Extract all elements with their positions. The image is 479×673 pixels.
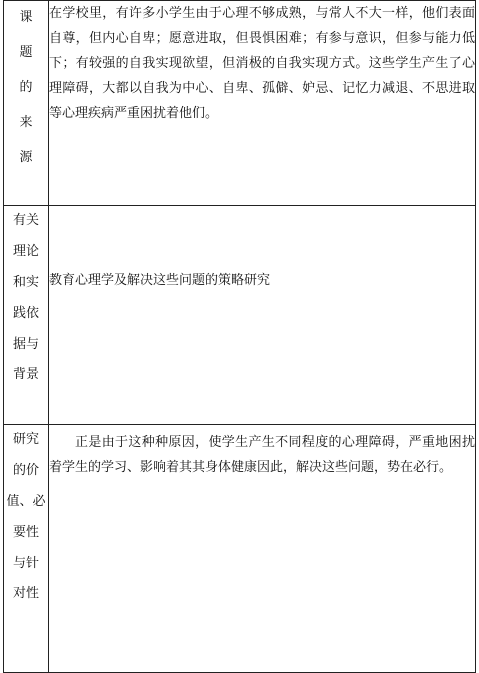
research-form-table — [3, 0, 476, 673]
label-line: 与针 — [12, 555, 39, 571]
label-line: 和实 — [12, 274, 39, 290]
label-line: 要性 — [12, 524, 39, 540]
label-topic-origin — [4, 1, 49, 206]
label-line: 对性 — [12, 586, 39, 602]
label-line: 践依 — [12, 305, 39, 321]
label-research-value — [4, 425, 49, 673]
label-char: 源 — [19, 149, 33, 165]
topic-origin-text: 在学校里，有许多小学生由于心理不够成熟，与常人不大一样，他们表面自尊，但内心自卑；愿意进取，但畏惧困难；有参与意识，但参与能力低下；有较强的自我实现欲望，但消极的自我实现方式。这些学生产生了心理障碍，大都以自我为中心、自卑、孤僻、妒忌、记忆力减退、不思进取等心理疾病严重困扰着他们。 — [49, 6, 475, 121]
label-char: 的 — [19, 79, 33, 95]
label-theory-basis — [4, 206, 49, 425]
label-line: 据与 — [12, 336, 39, 352]
research-value-text: 正是由于这种种原因，使学生产生不同程度的心理障碍，严重地困扰着学生的学习、影响着其其身体健康因此，解决这些问题，势在必行。 — [49, 435, 475, 475]
theory-basis-text: 教育心理学及解决这些问题的策略研究 — [49, 273, 271, 288]
row-topic-origin — [4, 1, 476, 206]
label-char: 来 — [19, 114, 33, 130]
content-topic-origin — [49, 1, 476, 206]
row-research-value — [4, 425, 476, 673]
label-char: 课 — [19, 10, 33, 25]
label-line: 理论 — [12, 243, 39, 259]
content-research-value — [49, 425, 476, 673]
label-line: 值、必 — [6, 493, 46, 509]
label-line: 的价 — [12, 462, 39, 478]
content-theory-basis — [49, 206, 476, 425]
label-line: 研究 — [12, 432, 39, 447]
row-theory-basis — [4, 206, 476, 425]
label-line: 有关 — [12, 213, 39, 228]
label-char: 题 — [19, 44, 33, 60]
label-line: 背景 — [12, 367, 39, 383]
